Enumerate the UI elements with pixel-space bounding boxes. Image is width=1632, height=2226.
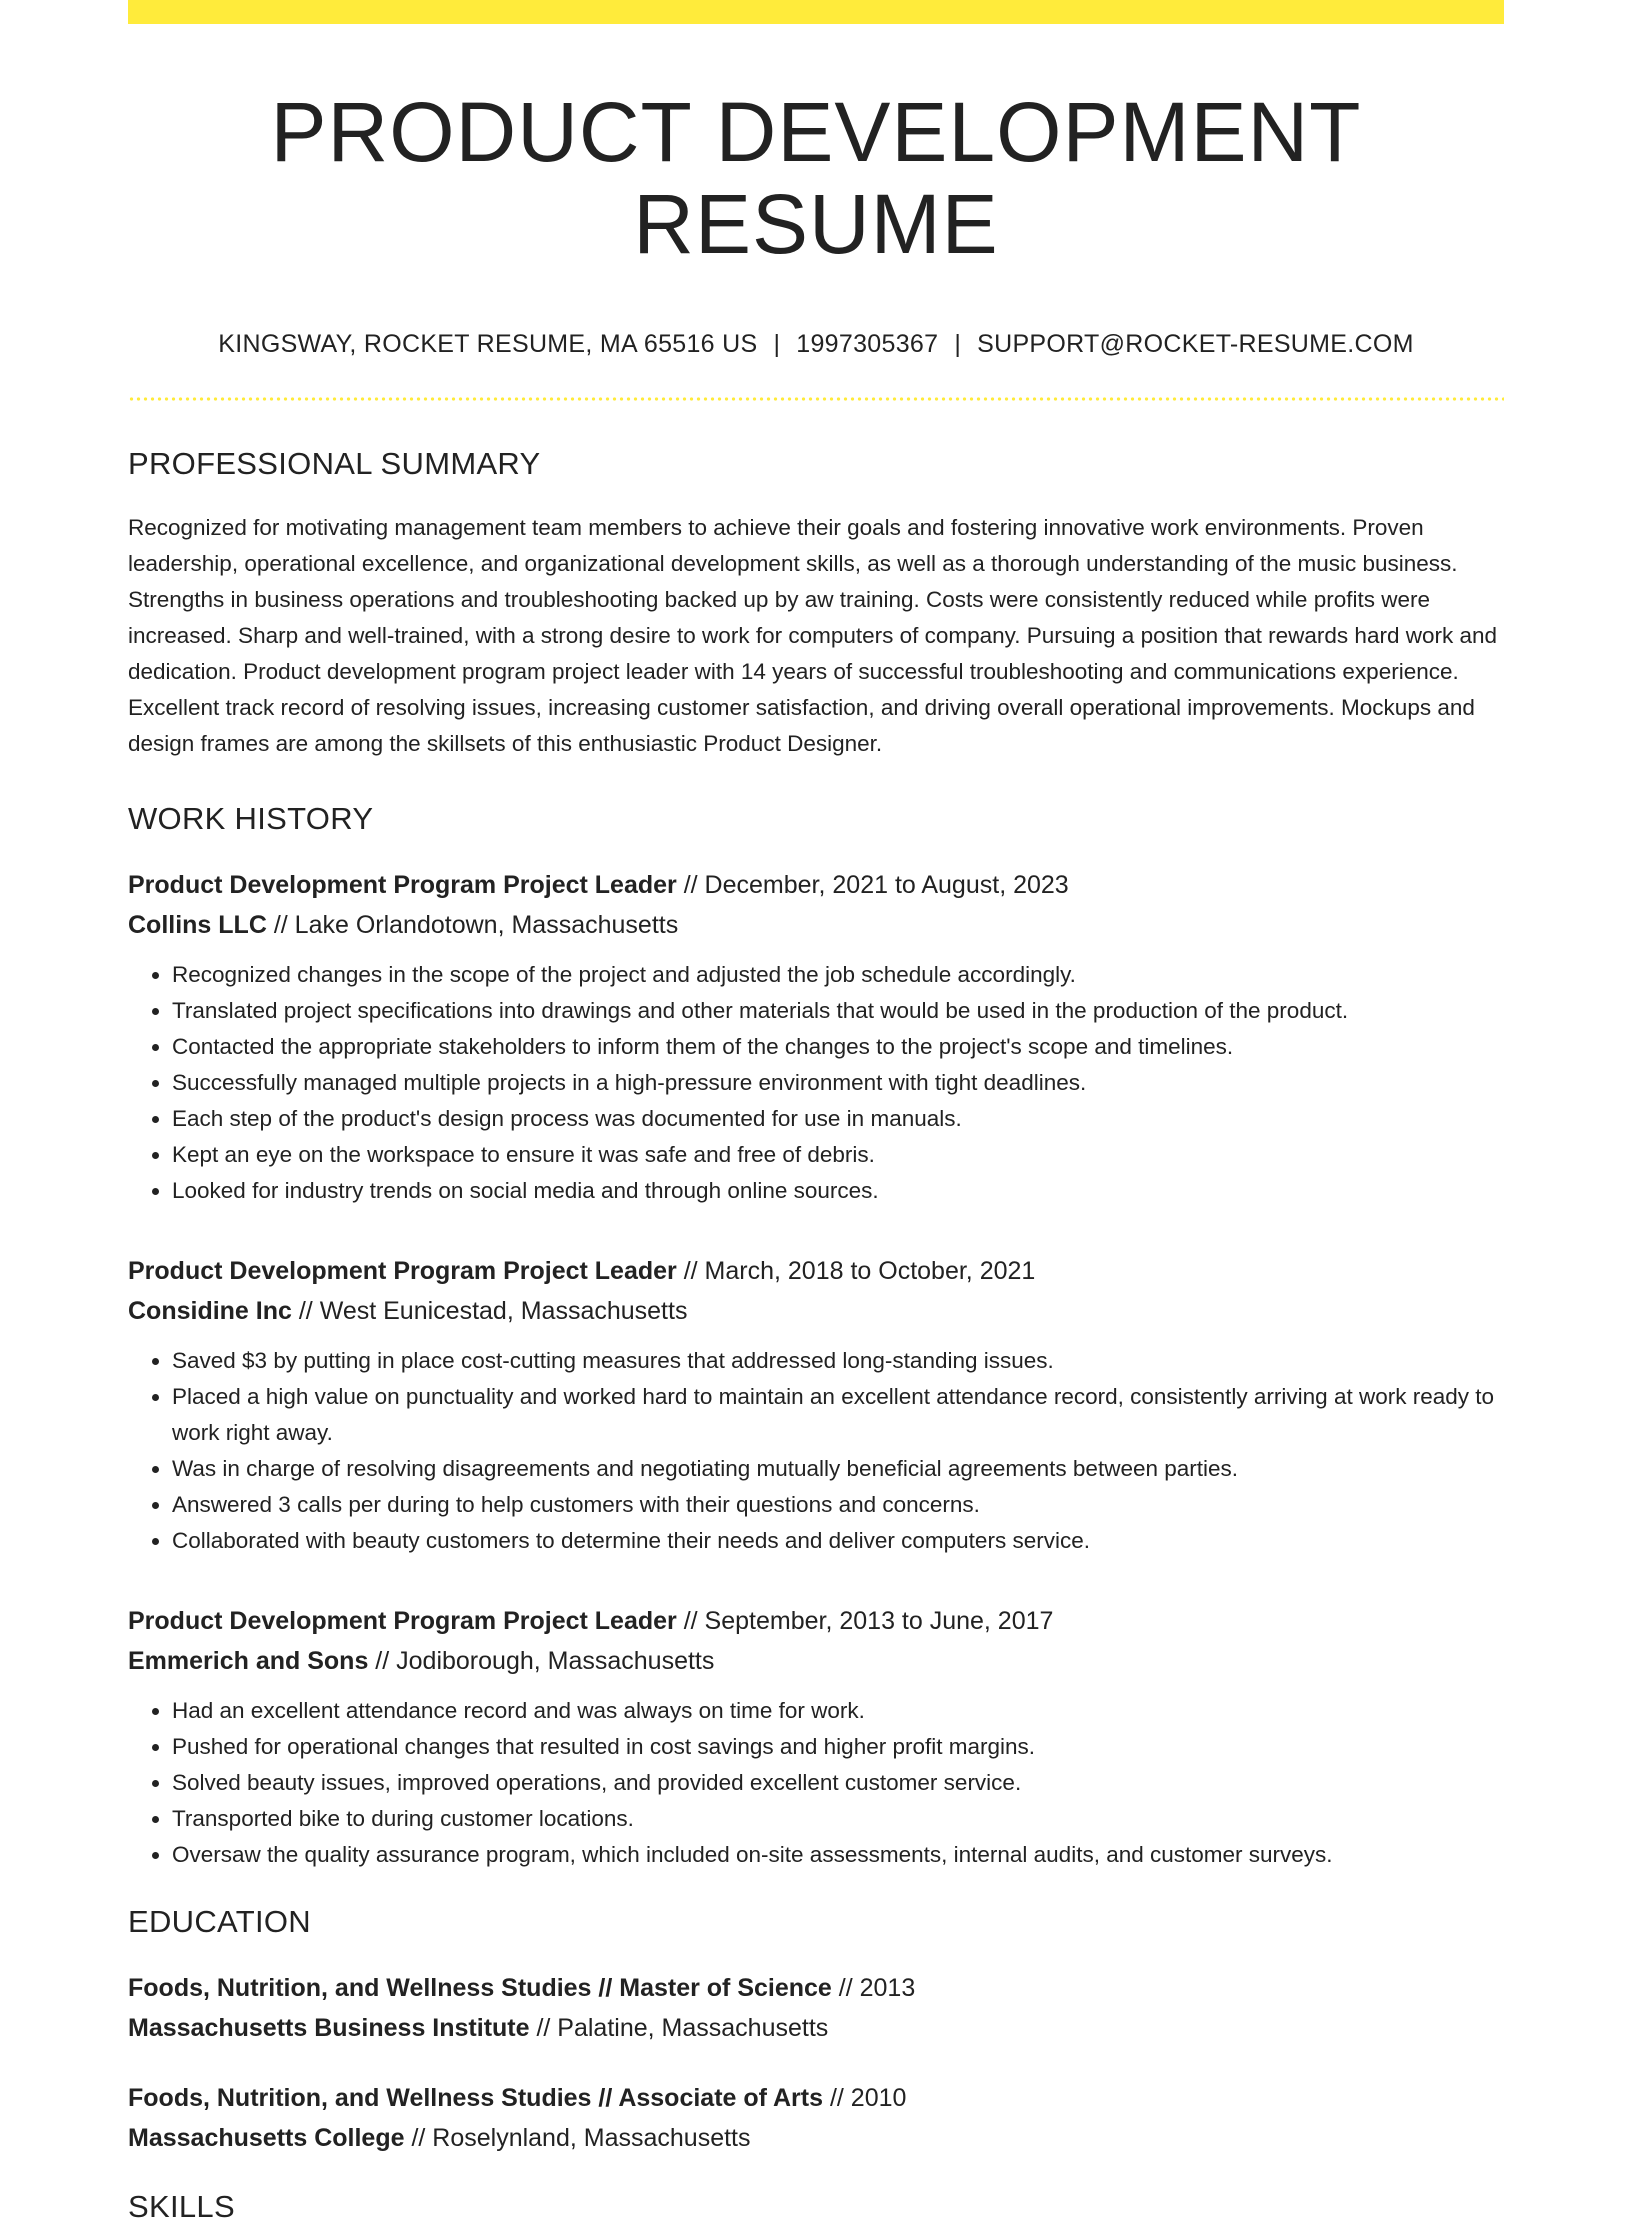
job-title-line	[128, 1601, 1504, 1641]
job-bullet: • Answered 3 calls per during to help customers with their questions and concerns.	[172, 1487, 1504, 1523]
edu-school: Massachusetts Business Institute	[128, 2014, 530, 2043]
edu-year: // 2010	[823, 2084, 907, 2113]
contact-phone: 1997305367	[796, 329, 939, 358]
contact-line	[128, 329, 1504, 359]
contact-separator: |	[773, 329, 781, 358]
job-dates: // March, 2018 to October, 2021	[676, 1257, 1036, 1286]
job-bullet: • Kept an eye on the workspace to ensure it was safe and free of debris.	[172, 1137, 1504, 1173]
job-company: Emmerich and Sons	[128, 1647, 369, 1676]
accent-bar	[128, 0, 1504, 24]
edu-degree-line	[128, 2078, 1504, 2118]
job-bullet: • Saved $3 by putting in place cost-cutting measures that addressed long-standing issues.	[172, 1343, 1504, 1379]
edu-school-line	[128, 2008, 1504, 2048]
job-dates: // September, 2013 to June, 2017	[676, 1607, 1054, 1636]
contact-separator: |	[954, 329, 962, 358]
work-history-heading: WORK HISTORY	[128, 800, 374, 836]
job-bullets	[128, 1343, 1504, 1559]
education-entry	[128, 2078, 1504, 2158]
edu-degree: Foods, Nutrition, and Wellness Studies // Master of Science	[128, 1974, 832, 2003]
job-bullet: • Oversaw the quality assurance program, which included on-site assessments, internal audits, and customer surveys.	[172, 1837, 1504, 1873]
job-bullet: • Was in charge of resolving disagreements and negotiating mutually beneficial agreements between parties.	[172, 1451, 1504, 1487]
job-location: // Jodiborough, Massachusetts	[368, 1647, 715, 1676]
job-company-line	[128, 1641, 1504, 1681]
job-company-line	[128, 1291, 1504, 1331]
job-bullets	[128, 1693, 1504, 1873]
edu-year: // 2013	[831, 1974, 916, 2003]
job-bullet: • Successfully managed multiple projects in a high-pressure environment with tight deadlines.	[172, 1065, 1504, 1101]
job-bullet: • Pushed for operational changes that resulted in cost savings and higher profit margins.	[172, 1729, 1504, 1765]
job-bullets	[128, 957, 1504, 1209]
job-bullet: • Recognized changes in the scope of the project and adjusted the job schedule accordingly.	[172, 957, 1504, 993]
job-entry	[128, 1251, 1504, 1559]
job-location: // West Eunicestad, Massachusetts	[291, 1297, 688, 1326]
edu-degree-line	[128, 1968, 1504, 2008]
edu-degree: Foods, Nutrition, and Wellness Studies // Associate of Arts	[128, 2084, 824, 2113]
job-bullet: • Each step of the product's design process was documented for use in manuals.	[172, 1101, 1504, 1137]
edu-location: // Palatine, Massachusetts	[529, 2014, 829, 2043]
dotted-divider	[128, 397, 1504, 401]
summary-text: Recognized for motivating management team members to achieve their goals and fostering innovative work environments. Proven leadership, operational excellence, and organizational development skills, as well as a thorough understanding of the music business. Strengths in business operations and troubleshooting backed up by aw training. Costs were consistently reduced while profits were increased. Sharp and well-trained, with a strong desire to work for computers of company. Pursuing a position that rewards hard work and dedication. Product development program project leader with 14 years of successful troubleshooting and communications experience. Excellent track record of resolving issues, increasing customer satisfaction, and driving overall operational improvements. Mockups and design frames are among the skillsets of this enthusiastic Product Designer.	[128, 514, 1498, 756]
contact-email: SUPPORT@ROCKET-RESUME.COM	[977, 329, 1414, 358]
job-bullet: • Had an excellent attendance record and was always on time for work.	[172, 1693, 1504, 1729]
job-bullet: • Solved beauty issues, improved operations, and provided excellent customer service.	[172, 1765, 1504, 1801]
job-bullet: • Looked for industry trends on social media and through online sources.	[172, 1173, 1504, 1209]
job-title-line	[128, 1251, 1504, 1291]
job-bullet: • Contacted the appropriate stakeholders to inform them of the changes to the project's scope and timelines.	[172, 1029, 1504, 1065]
summary-heading: PROFESSIONAL SUMMARY	[128, 445, 541, 481]
job-location: // Lake Orlandotown, Massachusetts	[266, 911, 679, 940]
job-bullet: • Collaborated with beauty customers to determine their needs and deliver computers service.	[172, 1523, 1504, 1559]
contact-address: KINGSWAY, ROCKET RESUME, MA 65516 US	[218, 329, 758, 358]
job-bullet: • Translated project specifications into drawings and other materials that would be used in the production of the product.	[172, 993, 1504, 1029]
edu-school-line	[128, 2118, 1504, 2158]
job-title: Product Development Program Project Leader	[128, 871, 677, 900]
resume-page	[128, 0, 1504, 2226]
job-bullet: • Placed a high value on punctuality and worked hard to maintain an excellent attendance record, consistently arriving at work ready to work right away.	[172, 1379, 1504, 1451]
job-title: Product Development Program Project Leader	[128, 1257, 677, 1286]
skills-heading: SKILLS	[128, 2189, 235, 2225]
job-bullet: • Transported bike to during customer locations.	[172, 1801, 1504, 1837]
edu-location: // Roselynland, Massachusetts	[404, 2124, 751, 2153]
education-heading: EDUCATION	[128, 1904, 311, 1940]
job-title-line	[128, 865, 1504, 905]
job-title: Product Development Program Project Leader	[128, 1607, 677, 1636]
job-company: Considine Inc	[128, 1297, 292, 1326]
job-entry	[128, 865, 1504, 1209]
job-company: Collins LLC	[128, 911, 267, 940]
job-dates: // December, 2021 to August, 2023	[676, 871, 1069, 900]
job-company-line	[128, 905, 1504, 945]
page-title: PRODUCT DEVELOPMENT RESUME	[270, 85, 1362, 272]
job-entry	[128, 1601, 1504, 1873]
edu-school: Massachusetts College	[128, 2124, 405, 2153]
education-entry	[128, 1968, 1504, 2048]
